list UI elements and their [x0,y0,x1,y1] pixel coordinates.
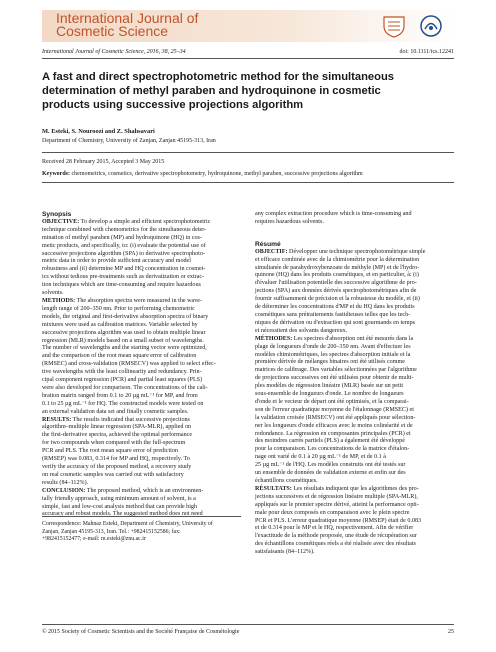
text-line [255,367,454,375]
line-text: un ensemble de données de validation externe et enfin sur des [255,470,406,477]
affiliation: Department of Chemistry, University of Zanjan, Zanjan 45195-313, Iran [42,138,216,144]
resume-heading: Résumé [255,240,281,248]
text-line [255,454,454,462]
resume-column [255,211,454,557]
text-line [42,306,241,314]
text-line [42,274,241,282]
line-text: algorithm–multiple linear regression (SPA-MLR), applied on [42,424,192,431]
keywords-list: chemometrics, cosmetics, derivative spectrophotometry, hydroquinone, methyl paraben, successive projections algorithm [70,171,363,177]
line-text: length range of 200–350 nm. Prior to performing chemometric [42,305,195,312]
synopsis-heading: Synopsis [42,211,72,218]
line-text: modèles chimiométriques, les spectres d'absorption initiale et la [255,351,411,358]
text-line [255,407,454,415]
text-line [255,257,454,265]
doi: doi: 10.1111/ics.12241 [399,49,454,55]
keywords [42,171,363,177]
journal-name [56,12,198,38]
line-text: nage ont varié de 0.1 à 20 µg mL⁻¹ de MP, et de 0.1 à [255,454,386,461]
line-text: quinone (HQ) dans les produits cosmétiques, et en particulier, à: (i) [255,272,419,279]
line-text: models, the original and first-derivative absorption spectra of binary [42,313,209,320]
line-text: robustness and (ii) determine MP and HQ concentration in cosmet- [42,266,206,273]
line-text: male pour deux composés en comparaison avec le plein spectre [255,509,410,516]
line-text: successive projections algorithm (SPA) to derivative spectrophoto- [42,250,205,257]
section-label: RESULTS: [42,416,72,423]
line-text: d'évaluer l'utilisation potentielle des successive algorithme de pro- [255,280,417,287]
text-line [255,510,454,518]
line-text: metric data in order to provide sufficient accuracy and model [42,258,191,265]
line-text: the first-derivative spectra, achieved the optimal performance [42,432,193,439]
text-line [42,393,241,401]
keywords-label: Keywords: [42,171,70,177]
text-line [255,352,454,360]
line-text: niques de dérivation ou d'extraction qui sont gourmands en temps [255,319,416,326]
text-line [42,401,241,409]
text-line [42,369,241,377]
line-text: jections successives et de régression linéaire multiple (SPA-MLR), [255,493,418,500]
line-text: cosmétiques sans prétraitements fastidieuses telles que les tech- [255,311,411,318]
line-text: To develop a simple and efficient spectrophotometric [79,218,211,225]
line-text: cipal component regression (PCR) and partial least squares (PLS) [42,377,203,384]
meta-rule [42,152,454,153]
line-text: on real cosmetic samples was carried out with satisfactory [42,471,184,478]
line-text: Les spectres d'absorption ont été mesurés dans la [292,335,414,342]
line-text: Développer une technique spectrophotométrique simple [287,248,426,255]
line-text: technique combined with chemometrics for the simultaneous deter- [42,226,207,233]
line-text: regression (MLR) models based on a small subset of wavelengths. [42,337,204,344]
journal-name-line2: Cosmetic Science [56,23,169,39]
line-text: appliqués sur le premier spectre dérivé, atteint la performance opti- [255,501,419,508]
text-line [42,298,241,306]
text-line [42,322,241,330]
line-text: et de 0.314 pour le MP et le HQ, respectivement. Afin de vérifier [255,525,414,532]
text-line [255,249,454,257]
text-line [42,480,241,488]
continuation-line: requires hazardous solvents. [255,218,324,225]
resume-body [255,249,454,557]
text-line [255,494,454,502]
section-label: RÉSULTATS: [255,485,292,492]
line-text: satisfaisants (84–112%). [255,549,315,556]
section-label: OBJECTIVE: [42,218,80,225]
text-line [42,227,241,235]
text-line [42,464,241,472]
text-line [255,383,454,391]
received-date: Received 28 February 2015, Accepted 3 May 2015 [42,159,165,165]
section-label: CONCLUSION: [42,487,86,494]
copyright: © 2015 Society of Cosmetic Scientists and the Société Française de Cosmétologie [42,629,240,635]
text-line [255,470,454,478]
article-title [42,70,454,112]
text-line [42,448,241,456]
correspondence-line: Correspondence: Mahnaz Esteki, Department of Chemistry, University of [42,521,213,527]
line-text: The absorption spectra were measured in the wave- [75,297,202,304]
section-label: MÉTHODES: [255,335,293,342]
line-text: The proposed method, which is an environmen- [85,487,204,494]
title-line: A fast and direct spectrophotometric method for the simultaneous [42,71,395,83]
line-text: ples modèles de régression linéaire (MLR) basée sur un petit [255,383,404,390]
section-label: OBJECTIF: [255,248,288,255]
line-text: 25 µg mL⁻¹ de l'HQ. Les modèles construits ont été testés sur [255,462,406,469]
line-text: simultanée de parahydroxybenzoate de méthyle (MP) et de l'hydro- [255,264,420,271]
line-text: results (84–112%). [42,479,89,486]
line-text: simple, fast and low-cost analysis method that can provide high [42,503,198,510]
synopsis-body [42,219,241,519]
line-text: were also developed for comparison. The concentrations of the cali- [42,384,208,391]
line-text: ner les longueurs d'onde efficaces avec le moins colinéarité et de [255,422,413,429]
text-line [255,328,454,336]
line-text: an external validation data set and finally cosmetic samples. [42,408,189,415]
line-text: accuracy and robust models. The suggested method does not need [42,511,203,518]
text-line [42,235,241,243]
correspondence-rule [42,516,241,517]
text-line [255,415,454,423]
line-text: d'onde et le vecteur de départ ont été optimisés, et la comparai- [255,398,409,405]
line-text: successive projections algorithm was used to obtain multiple linear [42,329,206,336]
text-line [42,243,241,251]
synopsis-column [42,211,241,519]
line-text: échantillons cosmétiques. [255,478,318,484]
section-label: METHODS: [42,297,76,304]
line-text: for two compounds when compared with the full-spectrum [42,440,186,447]
text-line [42,504,241,512]
text-line [255,549,454,557]
text-line [255,336,454,344]
text-line [255,375,454,383]
keywords-rule [42,182,454,183]
line-text: tally friendly approach, using minimum amount of solvent, is a [42,495,196,502]
text-line [42,290,241,298]
text-line [42,496,241,504]
line-text: ics without tedious pre-treatments such as derivatization or extrac- [42,274,205,281]
text-line [42,330,241,338]
line-text: (RMSEP) was 0.083, 0.314 for MP and HQ, respectively. To [42,456,190,463]
text-line [255,320,454,328]
text-line [255,296,454,304]
text-line [42,440,241,448]
line-text: PCR et PLS. L'erreur quadratique moyenne (RMSEP) était de 0.083 [255,517,422,524]
text-line [255,272,454,280]
line-text: Les résultats indiquent que les algorithmes des pro- [291,485,419,492]
text-line [255,533,454,541]
line-text: metic products, and specifically, to: (i) evaluate the potential use of [42,242,206,249]
line-text: fournir suffisamment de précision et la robustesse du modèle, et (ii) [255,296,420,303]
line-text: sous-ensemble de longueurs d'onde. Le nombre de longueurs [255,391,404,398]
text-line [42,314,241,322]
page-number: 25 [448,629,454,635]
correspondence-line: +982415152477; e-mail: m.esteki@znu.ac.ir [42,536,146,543]
text-line [42,385,241,393]
line-text: 0.1 to 25 µg mL⁻¹ for HQ. The constructed models were tested on [42,400,204,407]
text-line [255,344,454,352]
line-text: tion techniques which are time-consuming and require hazardous [42,282,201,289]
line-text: l'exactitude de la méthode proposée, une étude de récupération sur [255,533,417,540]
line-text: mixtures were used as calibration matrices. Variable selected by [42,321,198,328]
line-text: mination of methyl paraben (MP) and hydroquinone (HQ) in cos- [42,234,202,241]
title-line: determination of methyl paraben and hydroquinone in cosmetic [42,85,381,97]
line-text: plage de longueurs d'onde de 200–350 nm. Avant d'effectuer les [255,343,411,350]
text-line [255,502,454,510]
text-line [255,541,454,549]
line-text: des moindres carrés partiels (PLS) a également été développé [255,438,405,445]
line-text: tive wavelengths with the least collinearity and redundancy. Prin- [42,369,202,376]
line-text: PCR and PLS. The root mean square error of prediction [42,448,178,455]
continuation-line: any complex extraction procedure which is time-consuming and [255,211,412,217]
correspondence-line: Zanjan, Zanjan 45195-313, Iran. Tel.: +982415152586; fax: [42,528,181,535]
text-line [255,288,454,296]
line-text: bration matrix ranged from 0.1 to 20 µg mL⁻¹ for MP, and from [42,392,198,399]
text-line [42,266,241,274]
header-rule [42,58,454,59]
text-line [42,361,241,369]
line-text: et efficace combinée avec de la chimiométrie pour la détermination [255,256,420,263]
text-line [42,219,241,227]
line-text: jections (SPA) aux données dérivés spectrophotométriques afin de [255,288,417,295]
line-text: The number of wavelengths and the starting vector were optimized, [42,345,207,352]
society-crest-icon [380,14,408,38]
text-line [255,312,454,320]
citation-line: International Journal of Cosmetic Science, 2016, 38, 25–34 [42,49,186,55]
line-text: and the comparison of the root mean square error of calibration [42,353,197,360]
text-line [42,488,241,496]
text-line [255,462,454,470]
line-text: son de l'erreur quadratique moyenne de l'étalonnage (RMSEC) et [255,406,414,413]
text-line [255,525,454,533]
line-text: des échantillons cosmétiques réels a été réalisée avec des résultats [255,541,416,548]
correspondence [42,521,241,544]
line-text: verify the accuracy of the proposed method, a recovery study [42,464,192,470]
journal-name-line1: International Journal of [56,10,199,26]
text-line [255,304,454,312]
footer-rule [42,624,454,625]
text-line [42,282,241,290]
text-line [42,409,241,417]
text-line [42,377,241,385]
text-line [42,472,241,480]
text-line [255,359,454,367]
line-text: de projections successives ont été utilisées pour obtenir de multi- [255,375,414,382]
text-line [255,478,454,486]
text-line [255,438,454,446]
text-line [255,486,454,494]
line-text: solvents. [42,290,64,297]
line-text: de déterminer les concentrations d'MP et du HQ dans les produits [255,304,415,311]
line-text: pour la comparaison. Les concentrations de la matrice d'étalon- [255,446,410,453]
line-text: et nécessitent des solvants dangereux. [255,327,348,334]
title-line: products using successive projections algorithm [42,99,304,111]
text-line [255,423,454,431]
line-text: matrices de calibrage. Des variables sélectionnées par l'algorithme [255,367,417,374]
text-line [255,399,454,407]
text-line [42,456,241,464]
line-text: la validation croisée (RMSECV) ont été appliqués pour sélection- [255,414,416,421]
line-text: première dérivée de mélanges binaires ont été utilisés comme [255,359,405,366]
sfc-logo-icon [414,14,448,38]
line-text: The results indicated that successive projections [71,416,190,423]
text-line [255,391,454,399]
line-text: redondance. La régression en composantes principales (PCR) et [255,430,411,437]
line-text: (RMSEC) and cross-validation (RMSECV) was applied to select effec- [42,361,216,368]
authors: M. Esteki, S. Nouroozi and Z. Shahsavari [42,128,155,135]
